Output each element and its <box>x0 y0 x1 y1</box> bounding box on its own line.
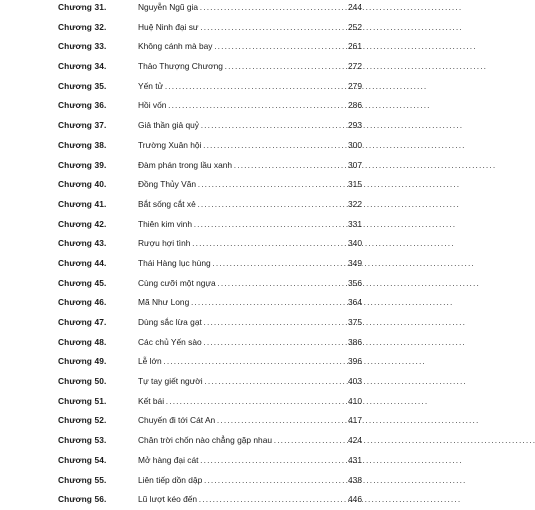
chapter-title: Chân trời chốn nào chẳng gặp nhau . . . <box>138 431 346 451</box>
page-number: 446 <box>348 494 362 505</box>
chapter-number: Chương 31. <box>58 2 107 12</box>
toc-entry <box>0 18 400 38</box>
chapter-title: Bắt sống cắt xẻ . . . <box>138 195 346 215</box>
chapter-title: Không cánh mà bay . . . <box>138 37 346 57</box>
chapter-title: Cùng cưỡi một ngựa . . . <box>138 274 346 294</box>
page-number: 431 <box>348 454 362 465</box>
toc-entry <box>0 37 400 57</box>
toc-entry <box>0 57 400 77</box>
toc-entry <box>0 274 400 294</box>
chapter-title: Chuyến đi tới Cát An . . . <box>138 411 346 431</box>
chapter-number: Chương 37. <box>58 120 107 131</box>
page-number: 315 <box>348 179 362 190</box>
toc-entry <box>0 313 400 333</box>
chapter-number: Chương 54. <box>58 454 107 465</box>
chapter-title: Rượu hợi tình . . . <box>138 234 346 254</box>
chapter-title: Lũ lượt kéo đến . . . <box>138 490 346 510</box>
page-number: 272 <box>348 61 362 72</box>
toc-entry <box>0 392 400 412</box>
page-number: 364 <box>348 297 362 308</box>
chapter-number: Chương 41. <box>58 198 107 209</box>
page-number: 356 <box>348 277 362 288</box>
toc-entry <box>0 333 400 353</box>
page-number: 300 <box>348 139 362 150</box>
chapter-number: Chương 52. <box>58 415 107 426</box>
toc-entry <box>0 195 400 215</box>
chapter-title: Kết bái . . . <box>138 392 346 412</box>
chapter-number: Chương 38. <box>58 139 107 150</box>
page-number: 307 <box>348 159 362 170</box>
page-number: 286 <box>348 100 362 111</box>
toc-entry <box>0 293 400 313</box>
chapter-title: Giả thần giả quỷ . . . <box>138 116 346 136</box>
chapter-number: Chương 47. <box>58 317 107 327</box>
chapter-number: Chương 35. <box>58 80 107 91</box>
page-number: 244 <box>348 2 362 12</box>
page-number: 331 <box>348 218 362 229</box>
chapter-title: Mở hàng đại cát . . . <box>138 451 346 471</box>
chapter-title: Thái Hàng lục hùng . . . <box>138 254 346 274</box>
toc-entry <box>0 471 400 491</box>
toc-entry <box>0 411 400 431</box>
toc-entry <box>0 116 400 136</box>
chapter-number: Chương 50. <box>58 376 107 387</box>
page-number: 349 <box>348 257 362 268</box>
toc-entry <box>0 175 400 195</box>
page-number: 322 <box>348 198 362 209</box>
toc-entry <box>0 372 400 392</box>
chapter-title: Dùng sắc lừa gạt . . . <box>138 313 346 333</box>
chapter-number: Chương 48. <box>58 336 107 347</box>
chapter-number: Chương 33. <box>58 41 107 52</box>
chapter-title: Thảo Thượng Chương . . . <box>138 57 346 77</box>
chapter-number: Chương 51. <box>58 395 107 406</box>
toc-entry <box>0 96 400 116</box>
chapter-number: Chương 56. <box>58 494 107 505</box>
toc-entry <box>0 234 400 254</box>
chapter-title: Trường Xuân hội . . . <box>138 136 346 156</box>
toc-entry <box>0 215 400 235</box>
page-number: 340 <box>348 238 362 249</box>
chapter-number: Chương 53. <box>58 435 107 446</box>
chapter-title: Thiên kim vinh . . . <box>138 215 346 235</box>
chapter-title: Đàm phán trong lầu xanh . . . <box>138 156 346 176</box>
toc-entry <box>0 77 400 97</box>
page-number: 438 <box>348 474 362 485</box>
page-number: 396 <box>348 356 362 367</box>
chapter-title: Lễ lớn . . . <box>138 352 346 372</box>
toc-entry <box>0 451 400 471</box>
toc-entry <box>0 0 400 18</box>
chapter-title: Hồi vốn . . . <box>138 96 346 116</box>
toc-entry <box>0 136 400 156</box>
chapter-title: Huệ Ninh đại sư . . . <box>138 18 346 38</box>
chapter-number: Chương 45. <box>58 277 107 288</box>
chapter-number: Chương 49. <box>58 356 107 367</box>
page-number: 279 <box>348 80 362 91</box>
chapter-number: Chương 39. <box>58 159 107 170</box>
page-number: 386 <box>348 336 362 347</box>
chapter-number: Chương 42. <box>58 218 107 229</box>
chapter-number: Chương 44. <box>58 257 107 268</box>
chapter-title: Liên tiếp dồn dập . . . <box>138 471 346 491</box>
chapter-number: Chương 32. <box>58 21 107 32</box>
chapter-number: Chương 55. <box>58 474 107 485</box>
page-number: 252 <box>348 21 362 32</box>
chapter-title: Yến tử . . . <box>138 77 346 97</box>
chapter-number: Chương 43. <box>58 238 107 249</box>
chapter-number: Chương 46. <box>58 297 107 308</box>
chapter-number: Chương 36. <box>58 100 107 111</box>
chapter-title: Các chủ Yến sào . . . <box>138 333 346 353</box>
page-number: 424 <box>348 435 362 446</box>
toc-entry <box>0 156 400 176</box>
chapter-number: Chương 40. <box>58 179 107 190</box>
page-number: 403 <box>348 376 362 387</box>
chapter-title: Tự tay giết người . . . <box>138 372 346 392</box>
toc-entry <box>0 490 400 510</box>
chapter-title: Đồng Thủy Văn . . . <box>138 175 346 195</box>
page-number: 410 <box>348 395 362 406</box>
toc-entry <box>0 352 400 372</box>
toc-entry <box>0 254 400 274</box>
chapter-number: Chương 34. <box>58 61 107 72</box>
toc-entry <box>0 431 400 451</box>
page-number: 293 <box>348 120 362 131</box>
page-number: 261 <box>348 41 362 52</box>
chapter-title: Mã Như Long . . . <box>138 293 346 313</box>
chapter-title: Nguyễn Ngũ gia . . . <box>138 0 346 18</box>
page-number: 375 <box>348 317 362 327</box>
page-number: 417 <box>348 415 362 426</box>
